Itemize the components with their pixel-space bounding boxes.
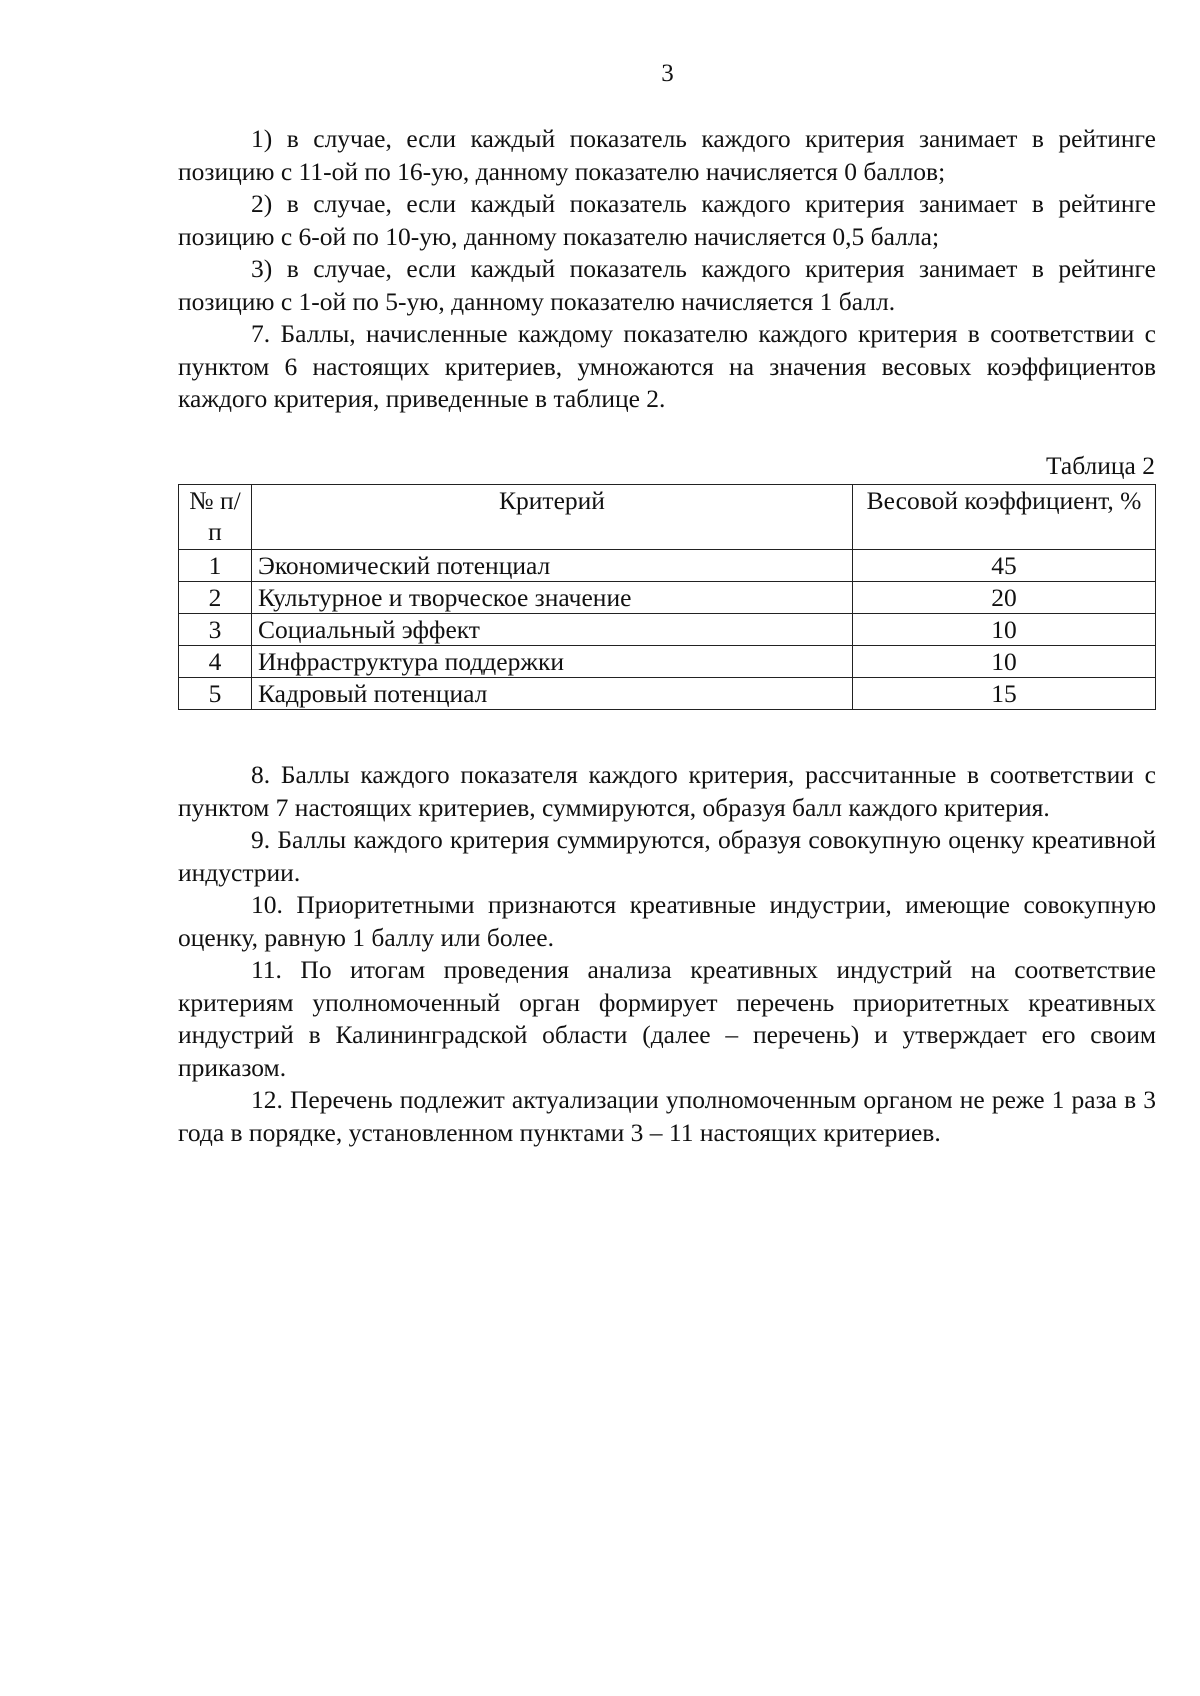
row-weight: 20 xyxy=(853,582,1156,614)
row-num: 1 xyxy=(179,550,252,582)
row-num: 4 xyxy=(179,646,252,678)
bottom-text-block xyxy=(178,759,1156,1149)
paragraph-item-2: 2) в случае, если каждый показатель каждого критерия занимает в рейтинге позицию с 6-ой по 10-ую, данному показателю начисляется 0,5 балла; xyxy=(178,189,1156,251)
row-num: 2 xyxy=(179,582,252,614)
top-text-block xyxy=(178,123,1156,416)
paragraph-item-3: 3) в случае, если каждый показатель каждого критерия занимает в рейтинге позицию с 1-ой по 5-ую, данному показателю начисляется 1 балл. xyxy=(178,254,1156,316)
table-row xyxy=(179,646,1156,678)
row-criterion: Культурное и творческое значение xyxy=(252,582,853,614)
row-criterion: Кадровый потенциал xyxy=(252,678,853,710)
row-weight: 15 xyxy=(853,678,1156,710)
table-row xyxy=(179,678,1156,710)
paragraph-item-1: 1) в случае, если каждый показатель каждого критерия занимает в рейтинге позицию с 11-ой по 16-ую, данному показателю начисляется 0 баллов; xyxy=(178,124,1156,186)
row-weight: 10 xyxy=(853,646,1156,678)
paragraph-8: 8. Баллы каждого показателя каждого критерия, рассчитанные в соответствии с пунктом 7 настоящих критериев, суммируются, образуя балл каждого критерия. xyxy=(178,760,1156,822)
table-header-row xyxy=(179,485,1156,550)
header-weight: Весовой коэффициент, % xyxy=(853,485,1156,550)
table-row xyxy=(179,550,1156,582)
row-num: 3 xyxy=(179,614,252,646)
table-row xyxy=(179,582,1156,614)
table-row xyxy=(179,614,1156,646)
row-num: 5 xyxy=(179,678,252,710)
paragraph-7: 7. Баллы, начисленные каждому показателю каждого критерия в соответствии с пунктом 6 настоящих критериев, умножаются на значения весовых коэффициентов каждого критерия, приведенные в таблице 2. xyxy=(178,319,1156,413)
row-weight: 45 xyxy=(853,550,1156,582)
paragraph-9: 9. Баллы каждого критерия суммируются, образуя совокупную оценку креативной индустрии. xyxy=(178,825,1156,887)
paragraph-11: 11. По итогам проведения анализа креативных индустрий на соответствие критериям уполномоченный орган формирует перечень приоритетных креативных индустрий в Калининградской области (далее – перечень) и утверждает его своим приказом. xyxy=(178,955,1156,1082)
row-weight: 10 xyxy=(853,614,1156,646)
header-num: № п/п xyxy=(179,485,252,550)
table-caption: Таблица 2 xyxy=(1045,451,1155,480)
row-criterion: Инфраструктура поддержки xyxy=(252,646,853,678)
criteria-weight-table xyxy=(178,484,1156,710)
row-criterion: Социальный эффект xyxy=(252,614,853,646)
row-criterion: Экономический потенциал xyxy=(252,550,853,582)
page-number: 3 xyxy=(661,60,674,87)
paragraph-10: 10. Приоритетными признаются креативные индустрии, имеющие совокупную оценку, равную 1 баллу или более. xyxy=(178,890,1156,952)
header-criterion: Критерий xyxy=(252,485,853,550)
paragraph-12: 12. Перечень подлежит актуализации уполномоченным органом не реже 1 раза в 3 года в порядке, установленном пунктами 3 – 11 настоящих критериев. xyxy=(178,1085,1156,1147)
